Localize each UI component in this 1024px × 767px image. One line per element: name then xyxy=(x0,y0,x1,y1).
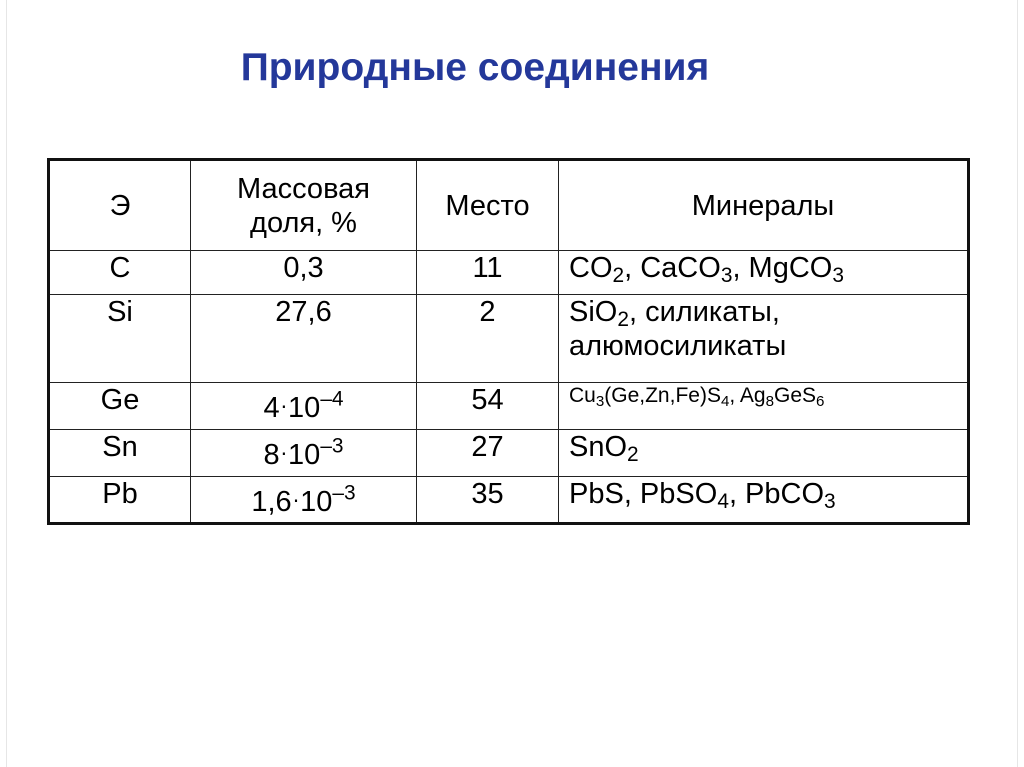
cell-mass: $4\cdot 10^{-4}$ xyxy=(191,383,417,430)
table-row xyxy=(49,383,969,430)
cell-minerals: $Cu_3(Ge,Zn,Fe)S_4$, $Ag_8GeS_6$ xyxy=(559,383,969,430)
table-row xyxy=(49,251,969,295)
cell-place: 11 xyxy=(417,251,559,295)
cell-minerals: SiO$_2$, силикаты, алюмосиликаты xyxy=(559,295,969,383)
table-header-row xyxy=(49,160,969,251)
cell-minerals: SnO$_2$ xyxy=(559,430,969,477)
cell-mass: 27,6 xyxy=(191,295,417,383)
header-minerals: Минералы xyxy=(559,160,969,251)
cell-place: 35 xyxy=(417,477,559,524)
cell-place: 54 xyxy=(417,383,559,430)
table-row xyxy=(49,295,969,383)
table-row xyxy=(49,477,969,524)
cell-mass: $8\cdot 10^{-3}$ xyxy=(191,430,417,477)
cell-element: Si xyxy=(49,295,191,383)
cell-minerals: $CO_2$, CaCO$_3$, MgCO$_3$ xyxy=(559,251,969,295)
cell-mass: $1,6\cdot 10^{-3}$ xyxy=(191,477,417,524)
cell-minerals: PbS, PbSO$_4$, PbCO$_3$ xyxy=(559,477,969,524)
table-row xyxy=(49,430,969,477)
cell-place: 2 xyxy=(417,295,559,383)
cell-element: Pb xyxy=(49,477,191,524)
header-place: Место xyxy=(417,160,559,251)
cell-place: 27 xyxy=(417,430,559,477)
compounds-table xyxy=(47,158,970,525)
header-mass-fraction: Массовая доля, % xyxy=(191,160,417,251)
cell-mass: 0,3 xyxy=(191,251,417,295)
cell-element: Ge xyxy=(49,383,191,430)
slide-title: Природные соединения xyxy=(240,46,710,89)
cell-element: C xyxy=(49,251,191,295)
header-element: Э xyxy=(49,160,191,251)
cell-element: Sn xyxy=(49,430,191,477)
